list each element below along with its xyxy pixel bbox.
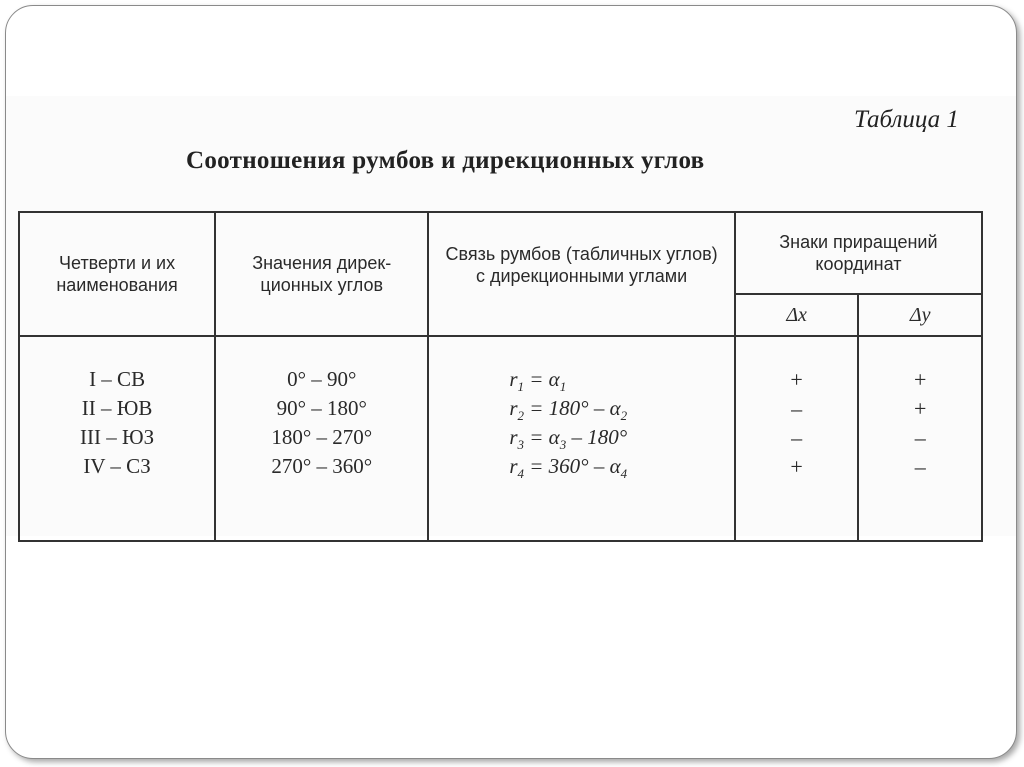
dx-cell: + <box>790 367 803 392</box>
quarter-cell: II – ЮВ <box>81 396 153 420</box>
quarter-cell: IV – СЗ <box>83 454 151 478</box>
header-dy: Δy <box>858 294 982 336</box>
header-signs: Знаки приращений координат <box>735 212 982 294</box>
dy-cell: + <box>913 367 927 392</box>
range-cell: 90° – 180° <box>276 396 367 420</box>
dy-cell: + <box>913 396 927 421</box>
relation-cell: $r_4 = 360^\circ - \alpha_4$ <box>509 454 628 482</box>
quarter-cell: III – ЮЗ <box>80 425 155 449</box>
relation-cell: $r_1 = \alpha_1$ <box>509 367 567 395</box>
range-cell: 0° – 90° <box>287 367 357 391</box>
dy-cell: – <box>914 454 926 479</box>
document-title: Соотношения румбов и дирекционных углов <box>186 147 705 174</box>
quarter-column <box>19 336 215 541</box>
slide-frame <box>5 5 1017 759</box>
dy-column <box>858 336 982 541</box>
relation-column <box>428 336 735 541</box>
range-column <box>215 336 428 541</box>
header-quarter: Четверти и их наименования <box>19 212 215 336</box>
relation-cell: $r_2 = 180^\circ - \alpha_2$ <box>509 396 628 424</box>
dx-column <box>735 336 859 541</box>
header-relation: Связь румбов (табличных углов) с дирекционными углами <box>428 212 735 336</box>
dx-cell: – <box>791 396 803 421</box>
table-label: Таблица 1 <box>854 106 959 133</box>
range-cell: 180° – 270° <box>271 425 373 449</box>
dx-cell: – <box>791 425 803 450</box>
header-values: Значения дирек-ционных углов <box>215 212 428 336</box>
dx-cell: + <box>790 454 803 479</box>
header-dx: Δx <box>735 294 859 336</box>
relation-cell: $r_3 = \alpha_3 - 180^\circ$ <box>509 425 628 453</box>
range-cell: 270° – 360° <box>271 454 373 478</box>
dy-cell: – <box>914 425 926 450</box>
quarter-cell: I – СВ <box>89 367 146 391</box>
rhumb-table <box>18 211 983 542</box>
